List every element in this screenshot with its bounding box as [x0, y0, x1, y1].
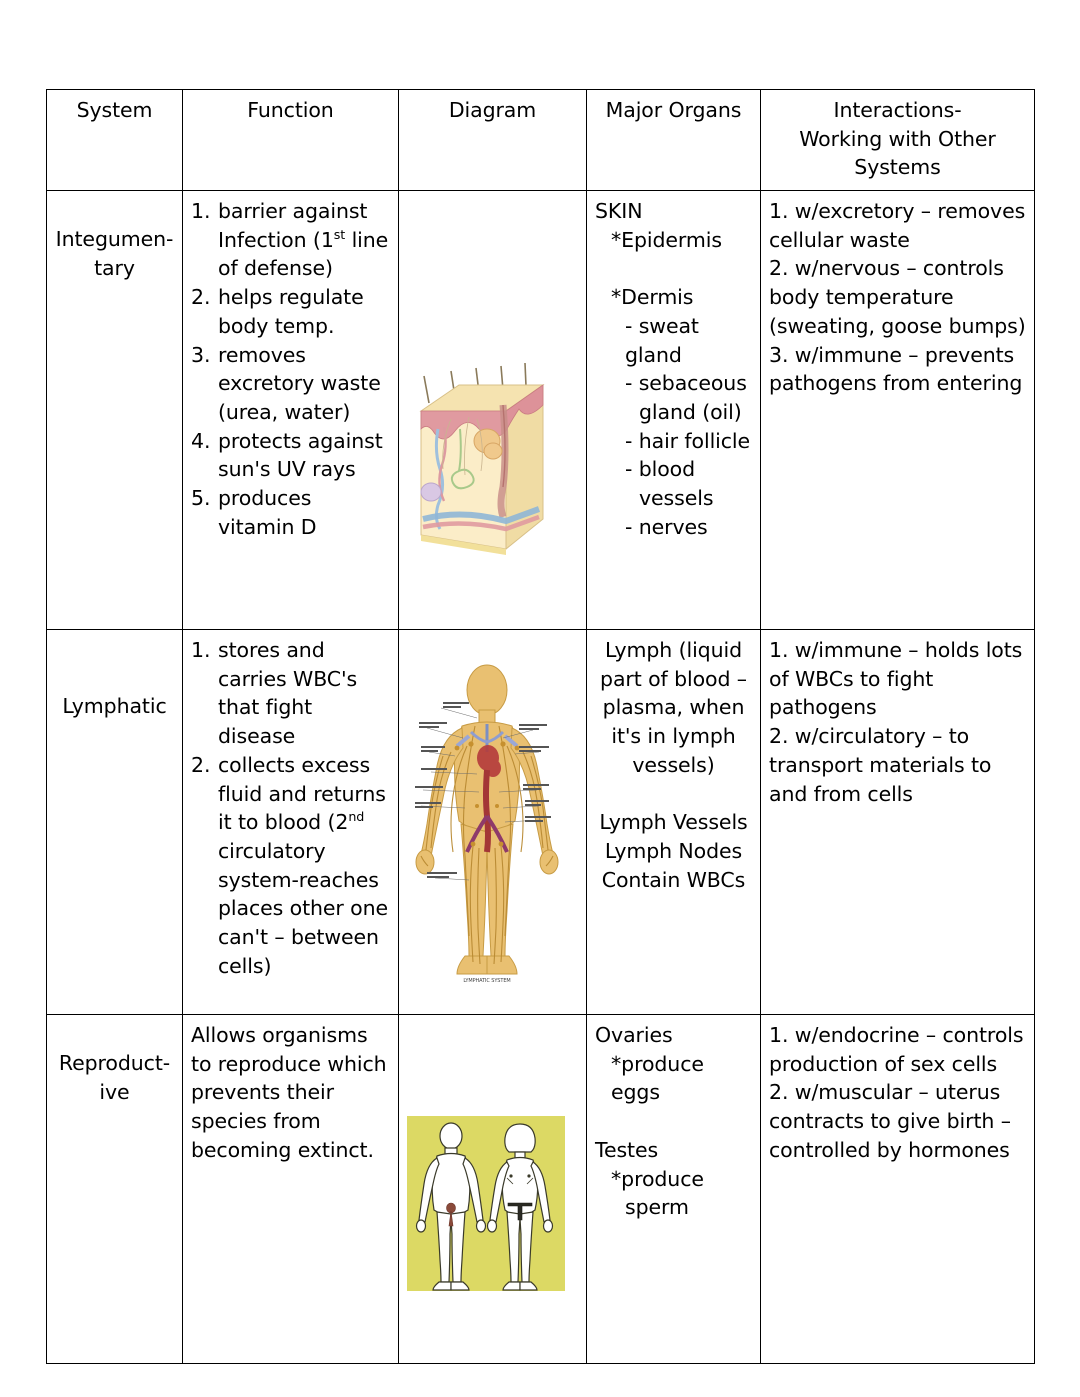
interaction-line: 3. w/immune – prevents [769, 342, 1015, 367]
header-interactions-line-2: Working with Other [799, 126, 996, 151]
function-item-text: produces vitamin D [218, 485, 317, 539]
organ-line: *produce eggs [611, 1051, 704, 1105]
interaction-line: and from cells [769, 781, 913, 806]
organ-line: plasma, when [602, 695, 745, 720]
table-row [47, 191, 1035, 630]
cell-system-integumentary [47, 191, 183, 630]
body-systems-table [46, 89, 1035, 1364]
organ-line: SKIN [595, 199, 643, 224]
column-header-interactions [761, 90, 1035, 191]
organ-line: *produce [611, 1166, 704, 1191]
organ-line: Contain WBCs [601, 867, 746, 892]
organ-line: Testes [595, 1137, 659, 1162]
cell-system-lymphatic [47, 630, 183, 1015]
cell-function-lymphatic [183, 630, 399, 1015]
organ-line: Ovaries [595, 1023, 673, 1048]
skin-diagram-svg [407, 359, 557, 574]
interaction-line: production of sex cells [769, 1051, 998, 1076]
function-item [191, 427, 390, 484]
function-item-number: 2. [191, 285, 211, 310]
organ-line: part of blood – [600, 666, 747, 691]
male-female-reproductive-silhouette-diagram [407, 1116, 578, 1291]
function-item-text-tail: circulatory system-reaches places other one can't – between cells) [218, 838, 389, 978]
function-item-number: 3. [191, 342, 211, 367]
interaction-line: body temperature [769, 285, 954, 310]
table-row [47, 1015, 1035, 1364]
function-item-number: 4. [191, 428, 211, 453]
organ-line: Lymph Nodes [604, 838, 743, 863]
cell-diagram-integumentary [399, 191, 587, 630]
function-item [191, 636, 390, 751]
function-paragraph: Allows organisms to reproduce which prevents their species from becoming extinct. [191, 1023, 387, 1162]
interaction-line: of WBCs to fight [769, 666, 934, 691]
interaction-line: (sweating, goose bumps) [769, 313, 1026, 338]
function-list [191, 636, 390, 980]
table-body [47, 191, 1035, 1364]
header-interactions-line-3: Systems [854, 155, 941, 180]
interaction-line: 2. w/circulatory – to [769, 724, 970, 749]
function-item-number: 1. [191, 199, 211, 224]
organ-spacer [595, 780, 752, 809]
cell-major-organs-lymphatic [587, 630, 761, 1015]
function-item-text: barrier against Infection (1 [218, 199, 368, 252]
function-item-superscript: nd [348, 809, 365, 825]
interaction-line: contracts to give birth – [769, 1109, 1011, 1134]
column-header-diagram: Diagram [399, 90, 587, 191]
system-name-line-2: ive [99, 1079, 130, 1104]
diagram-caption: LYMPHATIC SYSTEM [463, 978, 511, 985]
cell-major-organs-integumentary [587, 191, 761, 630]
interactions-list [769, 636, 1026, 808]
table-row [47, 630, 1035, 1015]
column-header-function: Function [183, 90, 399, 191]
system-name-line-1: Lymphatic [62, 694, 167, 719]
cell-function-integumentary [183, 191, 399, 630]
function-item [191, 751, 390, 981]
organ-line: - nerves [625, 514, 708, 539]
interaction-line: transport materials to [769, 752, 992, 777]
organ-line: vessels) [632, 752, 715, 777]
function-item [191, 283, 390, 340]
organ-line: - sweat gland [625, 313, 699, 367]
organ-line: *Epidermis [611, 227, 722, 252]
interaction-line: 1. w/endocrine – controls [769, 1023, 1024, 1048]
interaction-line: pathogens from entering [769, 371, 1023, 396]
cell-interactions-reproductive [761, 1015, 1035, 1364]
organ-line: *Dermis [611, 285, 694, 310]
function-item-text: stores and carries WBC's that fight disease [218, 638, 358, 749]
header-row [47, 90, 1035, 191]
function-item-number: 5. [191, 485, 211, 510]
cell-major-organs-reproductive [587, 1015, 761, 1364]
lymphatic-diagram-svg [407, 656, 567, 986]
function-item [191, 484, 390, 541]
header-interactions-line-1: Interactions- [833, 98, 962, 122]
cell-diagram-reproductive [399, 1015, 587, 1364]
function-item [191, 341, 390, 427]
interaction-line: cellular waste [769, 227, 910, 252]
interactions-list [769, 197, 1026, 398]
cell-interactions-lymphatic [761, 630, 1035, 1015]
interactions-list [769, 1021, 1026, 1164]
system-name-line-1: Integumen- [55, 227, 174, 252]
column-header-major-organs: Major Organs [587, 90, 761, 191]
interaction-line: 1. w/immune – holds lots [769, 638, 1023, 663]
function-item-number: 1. [191, 638, 211, 663]
column-header-system: System [47, 90, 183, 191]
cell-function-reproductive [183, 1015, 399, 1364]
function-item-text: collects excess fluid and returns it to blood (2 [218, 752, 386, 835]
interaction-line: 2. w/muscular – uterus [769, 1080, 1001, 1105]
organs-list [595, 636, 752, 894]
skin-cross-section-diagram [407, 359, 578, 574]
reproductive-diagram-svg [407, 1116, 565, 1291]
organ-line: it's in lymph [611, 724, 736, 749]
organs-list [595, 197, 752, 541]
table-header [47, 90, 1035, 191]
organ-line: - sebaceous [625, 371, 747, 396]
organ-line: sperm [625, 1195, 689, 1220]
organ-spacer [595, 254, 752, 283]
organs-list [595, 1021, 752, 1222]
cell-system-reproductive [47, 1015, 183, 1364]
organ-line: vessels [639, 485, 714, 510]
function-item-text: protects against sun's UV rays [218, 428, 383, 482]
system-name-line-2: tary [94, 255, 135, 280]
function-item-text: removes excretory waste (urea, water) [218, 342, 381, 424]
interaction-line: 1. w/excretory – removes [769, 199, 1026, 224]
system-name-line-1: Reproduct- [58, 1051, 171, 1076]
cell-interactions-integumentary [761, 191, 1035, 630]
organ-line: Lymph Vessels [599, 810, 748, 835]
organ-line: gland (oil) [639, 399, 742, 424]
interaction-line: controlled by hormones [769, 1137, 1010, 1162]
function-item [191, 197, 390, 283]
cell-diagram-lymphatic [399, 630, 587, 1015]
organ-line: Lymph (liquid [605, 638, 742, 663]
lymphatic-system-body-diagram [407, 656, 578, 986]
function-item-number: 2. [191, 752, 211, 777]
organ-spacer [595, 1107, 752, 1136]
organ-line: - blood [625, 457, 696, 482]
organ-line: - hair follicle [625, 428, 751, 453]
function-item-text: helps regulate body temp. [218, 285, 364, 338]
interaction-line: pathogens [769, 695, 877, 720]
function-item-superscript: st [333, 226, 346, 242]
function-list [191, 197, 390, 541]
interaction-line: 2. w/nervous – controls [769, 256, 1004, 281]
function-item-text-tail: line of defense) [218, 227, 389, 281]
